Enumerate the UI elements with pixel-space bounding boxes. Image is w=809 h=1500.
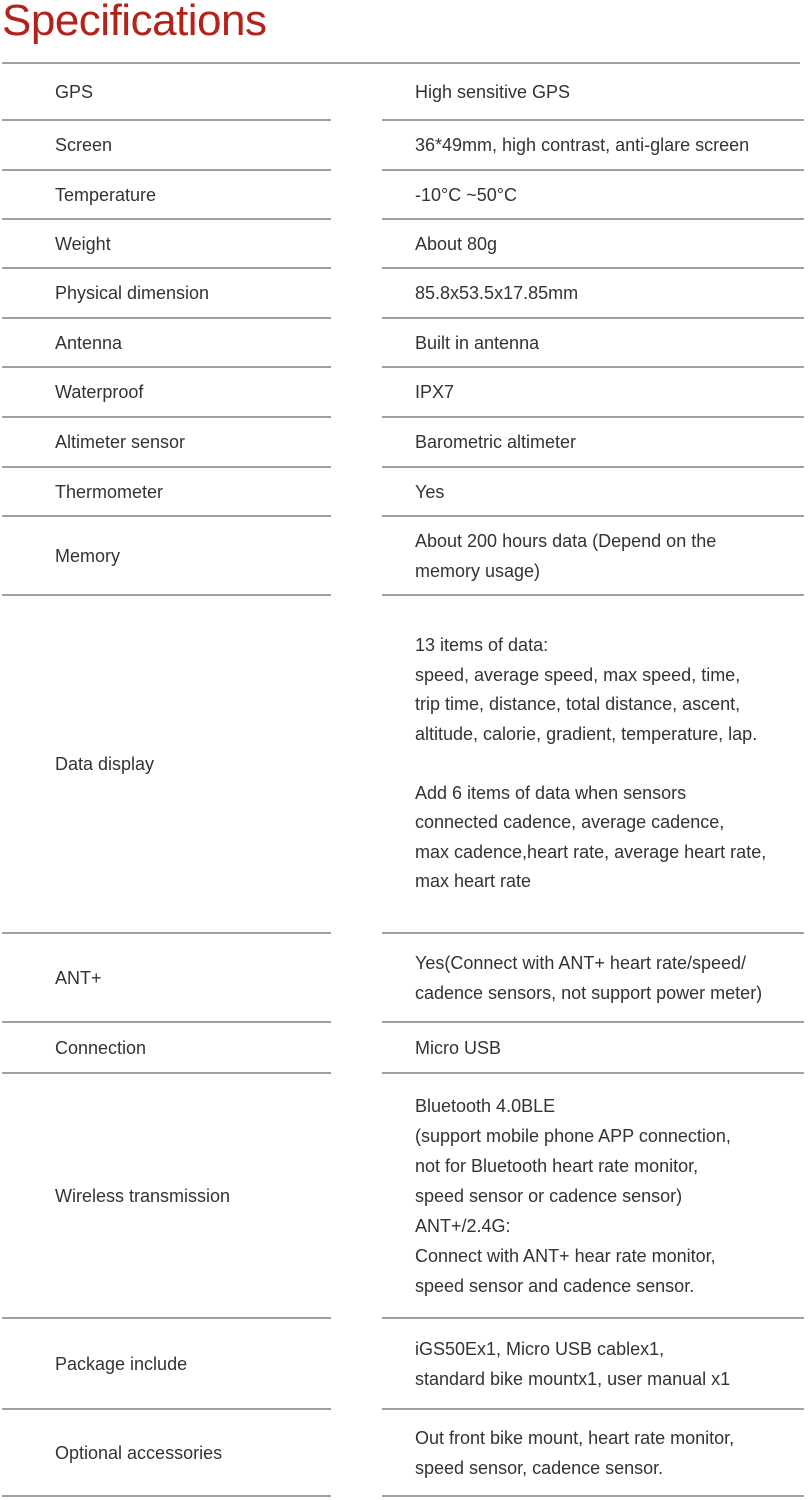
spec-value: IPX7 xyxy=(382,368,804,418)
spec-value: Bluetooth 4.0BLE (support mobile phone APP connection, not for Bluetooth heart rate monitor, speed sensor or cadence sensor) ANT+/2.4G: Connect with ANT+ hear rate monitor, speed sensor and cadence sensor. xyxy=(382,1074,804,1319)
spec-label: Weight xyxy=(2,220,331,269)
spec-label: Connection xyxy=(2,1023,331,1074)
spec-table xyxy=(2,64,804,1497)
spec-row xyxy=(2,468,804,517)
spec-label: Altimeter sensor xyxy=(2,418,331,468)
spec-row xyxy=(2,220,804,269)
spec-row xyxy=(2,64,804,121)
spec-label: Antenna xyxy=(2,319,331,368)
page-title: Specifications xyxy=(2,0,267,45)
spec-value: Built in antenna xyxy=(382,319,804,368)
spec-value: 13 items of data: speed, average speed, max speed, time, trip time, distance, total distance, ascent, altitude, calorie, gradient, temperature, lap. Add 6 items of data when sensors connected cadence, average cadence, max cadence,heart rate, average heart rate, max heart rate xyxy=(382,596,804,934)
spec-value: 85.8x53.5x17.85mm xyxy=(382,269,804,319)
spec-value: 36*49mm, high contrast, anti-glare screen xyxy=(382,121,804,171)
spec-row xyxy=(2,368,804,418)
spec-value: -10°C ~50°C xyxy=(382,171,804,220)
spec-value: About 80g xyxy=(382,220,804,269)
spec-row xyxy=(2,171,804,220)
spec-label: ANT+ xyxy=(2,934,331,1023)
spec-value: iGS50Ex1, Micro USB cablex1, standard bike mountx1, user manual x1 xyxy=(382,1319,804,1410)
spec-value: Barometric altimeter xyxy=(382,418,804,468)
spec-label: Screen xyxy=(2,121,331,171)
spec-value: About 200 hours data (Depend on the memory usage) xyxy=(382,517,804,596)
spec-row xyxy=(2,596,804,934)
spec-row xyxy=(2,517,804,596)
spec-row xyxy=(2,269,804,319)
spec-row xyxy=(2,121,804,171)
spec-row xyxy=(2,1410,804,1497)
spec-value: High sensitive GPS xyxy=(382,64,804,121)
spec-row xyxy=(2,1319,804,1410)
spec-row xyxy=(2,1074,804,1319)
spec-row xyxy=(2,1023,804,1074)
spec-value: Yes(Connect with ANT+ heart rate/speed/ cadence sensors, not support power meter) xyxy=(382,934,804,1023)
spec-label: Optional accessories xyxy=(2,1410,331,1497)
spec-label: Physical dimension xyxy=(2,269,331,319)
spec-label: Temperature xyxy=(2,171,331,220)
spec-label: Thermometer xyxy=(2,468,331,517)
spec-row xyxy=(2,934,804,1023)
spec-label: Waterproof xyxy=(2,368,331,418)
spec-label: Data display xyxy=(2,596,331,934)
spec-row xyxy=(2,319,804,368)
spec-value: Micro USB xyxy=(382,1023,804,1074)
spec-label: Memory xyxy=(2,517,331,596)
spec-label: Wireless transmission xyxy=(2,1074,331,1319)
spec-row xyxy=(2,418,804,468)
spec-label: GPS xyxy=(2,64,331,121)
spec-value: Out front bike mount, heart rate monitor, speed sensor, cadence sensor. xyxy=(382,1410,804,1497)
spec-label: Package include xyxy=(2,1319,331,1410)
spec-value: Yes xyxy=(382,468,804,517)
